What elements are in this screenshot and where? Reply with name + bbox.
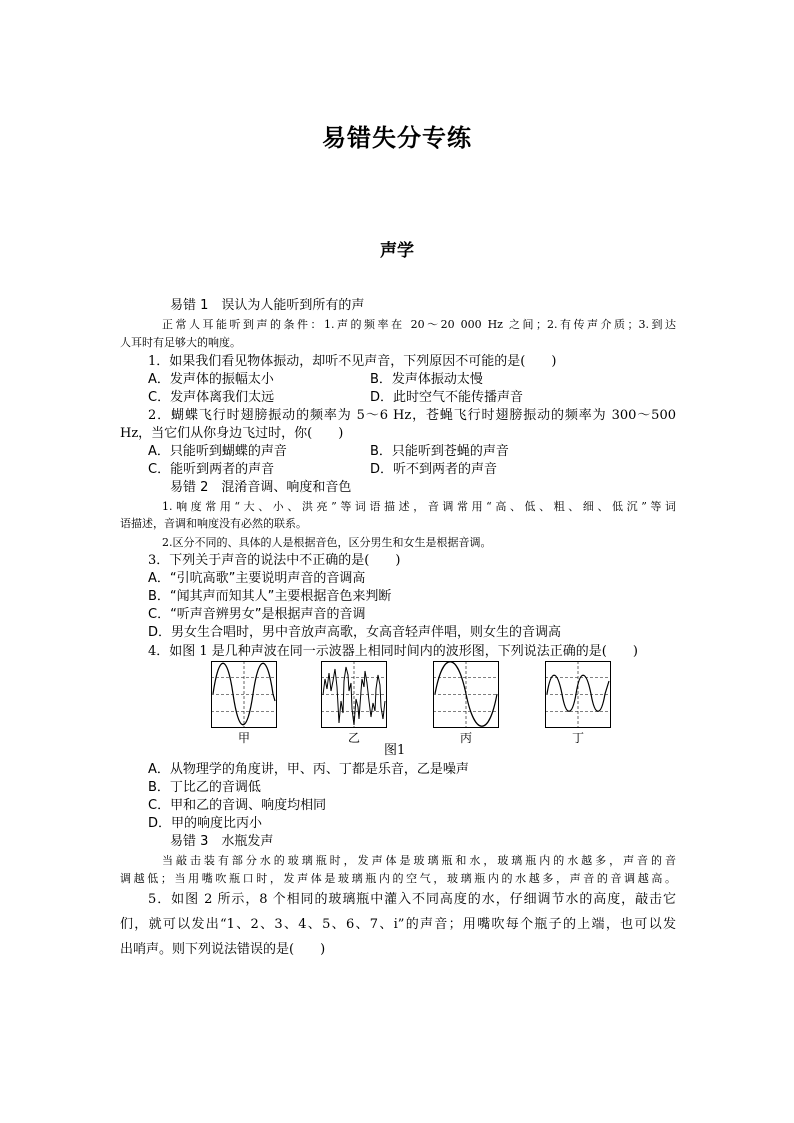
waveform-jia — [211, 661, 277, 728]
waveform-yi — [321, 661, 387, 728]
waveform-ding — [545, 661, 611, 728]
mistake-heading-1: 易错 1 误认为人能听到所有的声 — [170, 298, 365, 313]
question-3-option-b: B．“闻其声而知其人”主要根据音色来判断 — [148, 589, 392, 604]
question-3-option-c: C．“听声音辨男女”是根据声音的音调 — [148, 607, 366, 622]
question-1-option-d: D．此时空气不能传播声音 — [370, 390, 524, 405]
mistake-note-2-line-1: 1.响度常用“大、小、洪亮”等词语描述，音调常用“高、低、粗、细、低沉”等词 — [162, 500, 676, 513]
question-4-option-b: B．丁比乙的音调低 — [148, 780, 261, 795]
question-5-stem-line-1: 5．如图 2 所示，8 个相同的玻璃瓶中灌入不同高度的水，仔细调节水的高度，敲击它 — [148, 892, 676, 907]
question-4-option-a: A．从物理学的角度讲，甲、丙、丁都是乐音，乙是噪声 — [148, 762, 469, 777]
mistake-note-3-line-2: 调越低；当用嘴吹瓶口时，发声体是玻璃瓶内的空气，玻璃瓶内的水越多，声音的音调越高。 — [120, 872, 676, 885]
question-2-option-d: D．听不到两者的声音 — [370, 462, 498, 477]
question-2-stem-line-1: 2．蝴蝶飞行时翅膀振动的频率为 5～6 Hz，苍蝇飞行时翅膀振动的频率为 300～500 — [148, 408, 676, 423]
question-5-stem-line-3: 出哨声。则下列说法错误的是( ) — [120, 942, 326, 957]
question-2-option-c: C．能听到两者的声音 — [148, 462, 275, 477]
figure-1-caption: 图1 — [384, 743, 406, 758]
page-title: 易错失分专练 — [322, 124, 472, 152]
mistake-heading-3: 易错 3 水瓶发声 — [170, 834, 274, 849]
waveform-bing — [433, 661, 499, 728]
question-3-option-a: A．“引吭高歌”主要说明声音的音调高 — [148, 571, 366, 586]
waveform-label-bing: 丙 — [459, 731, 472, 745]
question-3-stem: 3．下列关于声音的说法中不正确的是( ) — [148, 553, 401, 568]
mistake-note-1-line-2: 人耳时有足够大的响度。 — [120, 336, 241, 349]
question-5-stem-line-2: 们，就可以发出“1、2、3、4、5、6、7、i̇”的声音；用嘴吹每个瓶子的上端，也可以发 — [120, 917, 676, 932]
question-4-option-c: C．甲和乙的音调、响度均相同 — [148, 798, 327, 813]
waveform-label-yi: 乙 — [347, 731, 360, 745]
question-2-stem-line-2: Hz，当它们从你身边飞过时，你( ) — [120, 426, 344, 441]
question-2-option-b: B．只能听到苍蝇的声音 — [370, 444, 509, 459]
question-4-stem: 4．如图 1 是几种声波在同一示波器上相同时间内的波形图，下列说法正确的是( ) — [148, 644, 638, 659]
question-3-option-d: D．男女生合唱时，男中音放声高歌，女高音轻声伴唱，则女生的音调高 — [148, 625, 562, 640]
mistake-note-3-line-1: 当敲击装有部分水的玻璃瓶时，发声体是玻璃瓶和水，玻璃瓶内的水越多，声音的音 — [162, 854, 676, 867]
waveform-label-jia: 甲 — [237, 731, 250, 745]
mistake-note-1-line-1: 正常人耳能听到声的条件：1.声的频率在 20～20 000 Hz 之间；2.有传声介质；3.到达 — [162, 318, 676, 331]
question-1-option-c: C．发声体离我们太远 — [148, 390, 275, 405]
mistake-note-2-line-2: 语描述，音调和响度没有必然的联系。 — [120, 517, 307, 530]
mistake-heading-2: 易错 2 混淆音调、响度和音色 — [170, 480, 352, 495]
mistake-note-2-line-3: 2.区分不同的、具体的人是根据音色，区分男生和女生是根据音调。 — [162, 536, 492, 549]
section-subtitle: 声学 — [380, 241, 414, 261]
question-4-option-d: D．甲的响度比丙小 — [148, 816, 263, 831]
waveform-label-ding: 丁 — [571, 731, 584, 745]
question-1-stem: 1．如果我们看见物体振动，却听不见声音，下列原因不可能的是( ) — [148, 354, 557, 369]
question-1-option-a: A．发声体的振幅太小 — [148, 372, 274, 387]
question-1-option-b: B．发声体振动太慢 — [370, 372, 483, 387]
question-2-option-a: A．只能听到蝴蝶的声音 — [148, 444, 287, 459]
